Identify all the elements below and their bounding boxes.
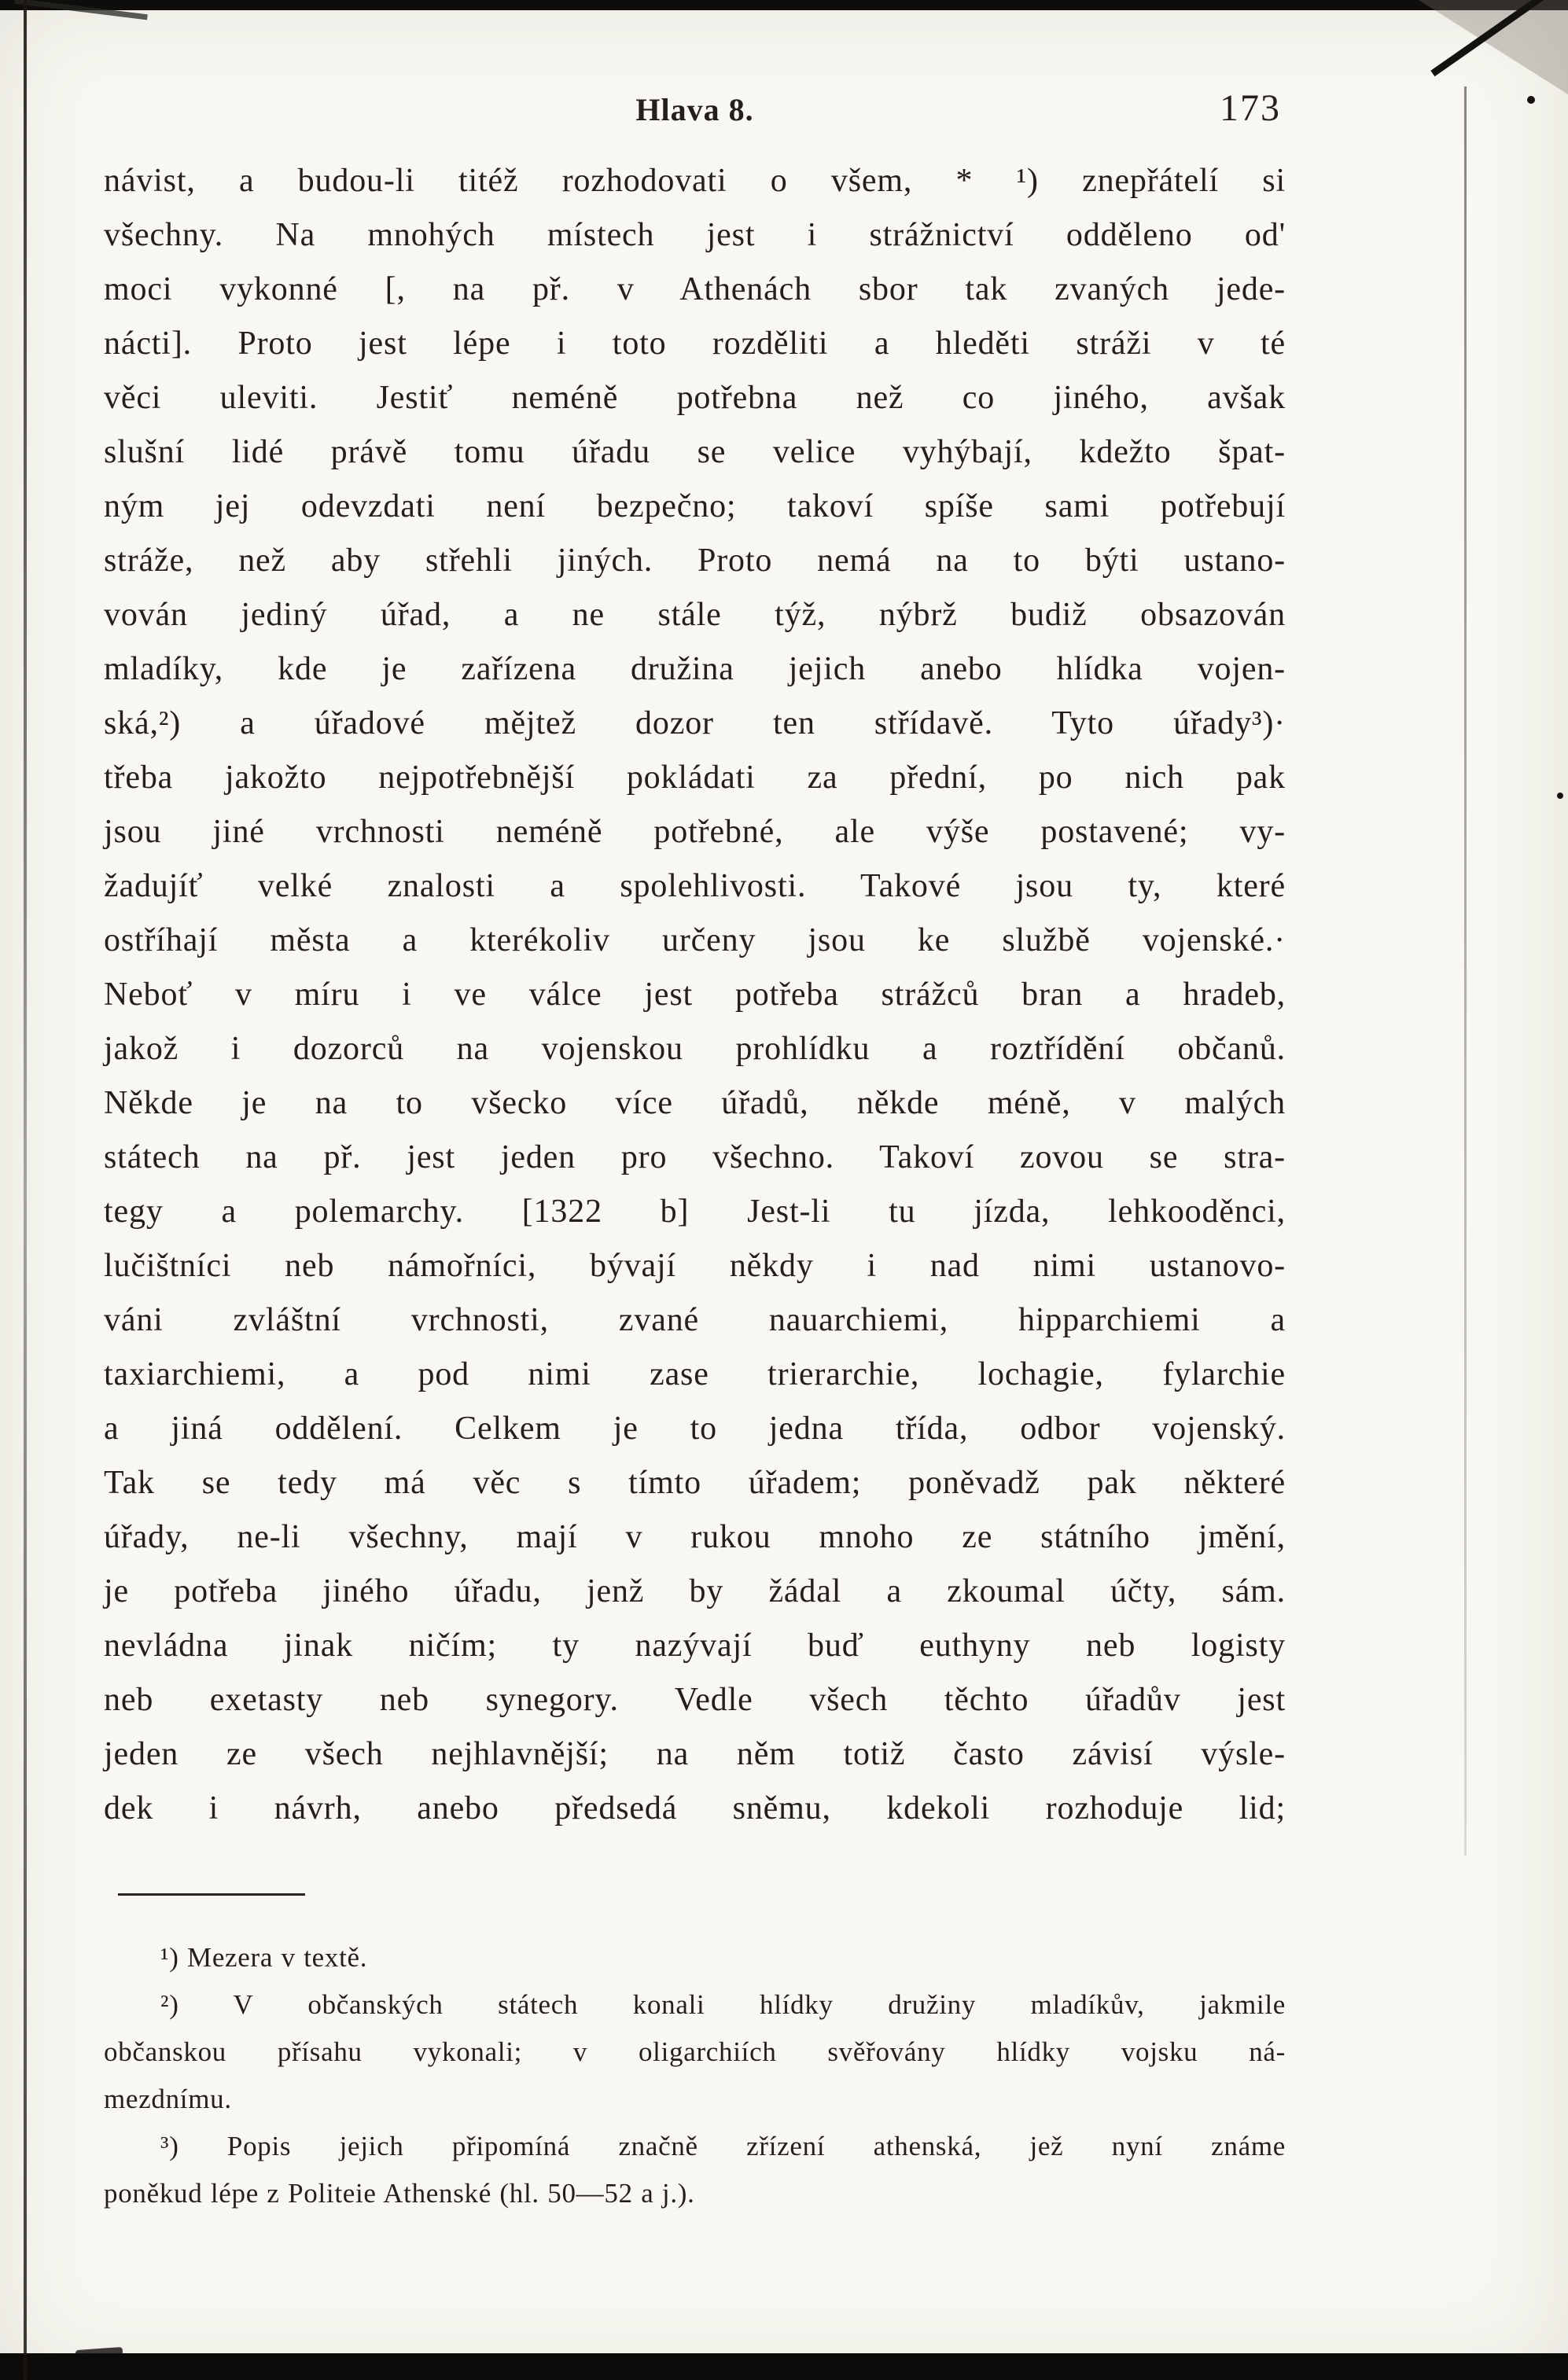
scan-speck bbox=[1527, 96, 1535, 104]
text-line: jakož i dozorců na vojenskou prohlídku a roztřídění občanů. bbox=[104, 1031, 1286, 1067]
text-line: ným jej odevzdati není bezpečno; takoví spíše sami potřebují bbox=[104, 488, 1286, 524]
footnotes bbox=[104, 1934, 1286, 2217]
body-text bbox=[104, 154, 1286, 1836]
text-line: jeden ze všech nejhlavnější; na něm totiž často závisí výsle- bbox=[104, 1736, 1286, 1772]
footnote-line: občanskou přísahu vykonali; v oligarchiích svěřovány hlídky vojsku ná- bbox=[104, 2036, 1286, 2067]
scan-edge-top bbox=[0, 0, 1568, 10]
chapter-heading: Hlava 8. bbox=[635, 92, 754, 127]
text-line: nevládna jinak ničím; ty nazývají buď euthyny neb logisty bbox=[104, 1628, 1286, 1664]
footnote-line: ³) Popis jejich připomíná značně zřízení athenská, jež nyní známe bbox=[160, 2131, 1286, 2161]
text-line: dek i návrh, anebo předsedá sněmu, kdekoli rozhoduje lid; bbox=[104, 1790, 1286, 1826]
text-line: vován jediný úřad, a ne stále týž, nýbrž budiž obsazován bbox=[104, 597, 1286, 633]
text-line: nácti]. Proto jest lépe i toto rozděliti a hleděti stráži v té bbox=[104, 326, 1286, 362]
text-line: slušní lidé právě tomu úřadu se velice vyhýbají, kdežto špat- bbox=[104, 434, 1286, 470]
footnote-line: mezdnímu. bbox=[104, 2084, 232, 2114]
scan-edge-bottom bbox=[0, 2353, 1568, 2380]
text-line: věci uleviti. Jestiť neméně potřebna než co jiného, avšak bbox=[104, 380, 1286, 416]
text-line: všechny. Na mnohých místech jest i strážnictví odděleno od' bbox=[104, 217, 1286, 253]
text-line: návist, a budou-li titéž rozhodovati o všem, * ¹) znepřátelí si bbox=[104, 163, 1286, 199]
text-line: stráže, než aby střehli jiných. Proto nemá na to býti ustano- bbox=[104, 543, 1286, 579]
text-line: Tak se tedy má věc s tímto úřadem; poněvadž pak některé bbox=[104, 1465, 1286, 1501]
scan-edge-right-line bbox=[1464, 86, 1467, 1856]
footnote-line: poněkud lépe z Politeie Athenské (hl. 50—52 a j.). bbox=[104, 2178, 695, 2209]
text-line: moci vykonné [, na př. v Athenách sbor tak zvaných jede- bbox=[104, 271, 1286, 307]
footnote-line: ¹) Mezera v textě. bbox=[160, 1942, 368, 1973]
text-line: ská,²) a úřadové mějtež dozor ten střídavě. Tyto úřady³)· bbox=[104, 705, 1286, 741]
text-line: Neboť v míru i ve válce jest potřeba strážců bran a hradeb, bbox=[104, 977, 1286, 1013]
text-line: lučištníci neb námořníci, bývají někdy i nad nimi ustanovo- bbox=[104, 1248, 1286, 1284]
text-line: taxiarchiemi, a pod nimi zase trierarchie, lochagie, fylarchie bbox=[104, 1356, 1286, 1392]
text-line: mladíky, kde je zařízena družina jejich anebo hlídka vojen- bbox=[104, 651, 1286, 687]
text-line: třeba jakožto nejpotřebnější pokládati za přední, po nich pak bbox=[104, 760, 1286, 796]
scan-edge-left-line bbox=[24, 0, 27, 2380]
text-line: tegy a polemarchy. [1322 b] Jest-li tu jízda, lehkooděnci, bbox=[104, 1194, 1286, 1230]
text-line: váni zvláštní vrchnosti, zvané nauarchiemi, hipparchiemi a bbox=[104, 1302, 1286, 1338]
page-header bbox=[104, 87, 1286, 142]
text-line: Někde je na to všecko více úřadů, někde méně, v malých bbox=[104, 1085, 1286, 1121]
text-line: a jiná oddělení. Celkem je to jedna třída, odbor vojenský. bbox=[104, 1411, 1286, 1447]
scan-speck bbox=[1557, 793, 1563, 799]
footnote-line: ²) V občanských státech konali hlídky družiny mladíkův, jakmile bbox=[160, 1989, 1286, 2020]
text-line: je potřeba jiného úřadu, jenž by žádal a zkoumal účty, sám. bbox=[104, 1573, 1286, 1609]
text-line: neb exetasty neb synegory. Vedle všech těchto úřadův jest bbox=[104, 1682, 1286, 1718]
footnote-separator bbox=[118, 1893, 305, 1896]
page-number: 173 bbox=[1220, 87, 1281, 129]
text-line: žadujíť velké znalosti a spolehlivosti. Takové jsou ty, které bbox=[104, 868, 1286, 904]
text-line: státech na př. jest jeden pro všechno. Takoví zovou se stra- bbox=[104, 1139, 1286, 1175]
text-line: ostříhají města a kterékoliv určeny jsou ke službě vojenské.· bbox=[104, 922, 1286, 958]
scan-corner-shade bbox=[1419, 0, 1568, 94]
text-line: úřady, ne-li všechny, mají v rukou mnoho ze státního jmění, bbox=[104, 1519, 1286, 1555]
text-line: jsou jiné vrchnosti neméně potřebné, ale výše postavené; vy- bbox=[104, 814, 1286, 850]
